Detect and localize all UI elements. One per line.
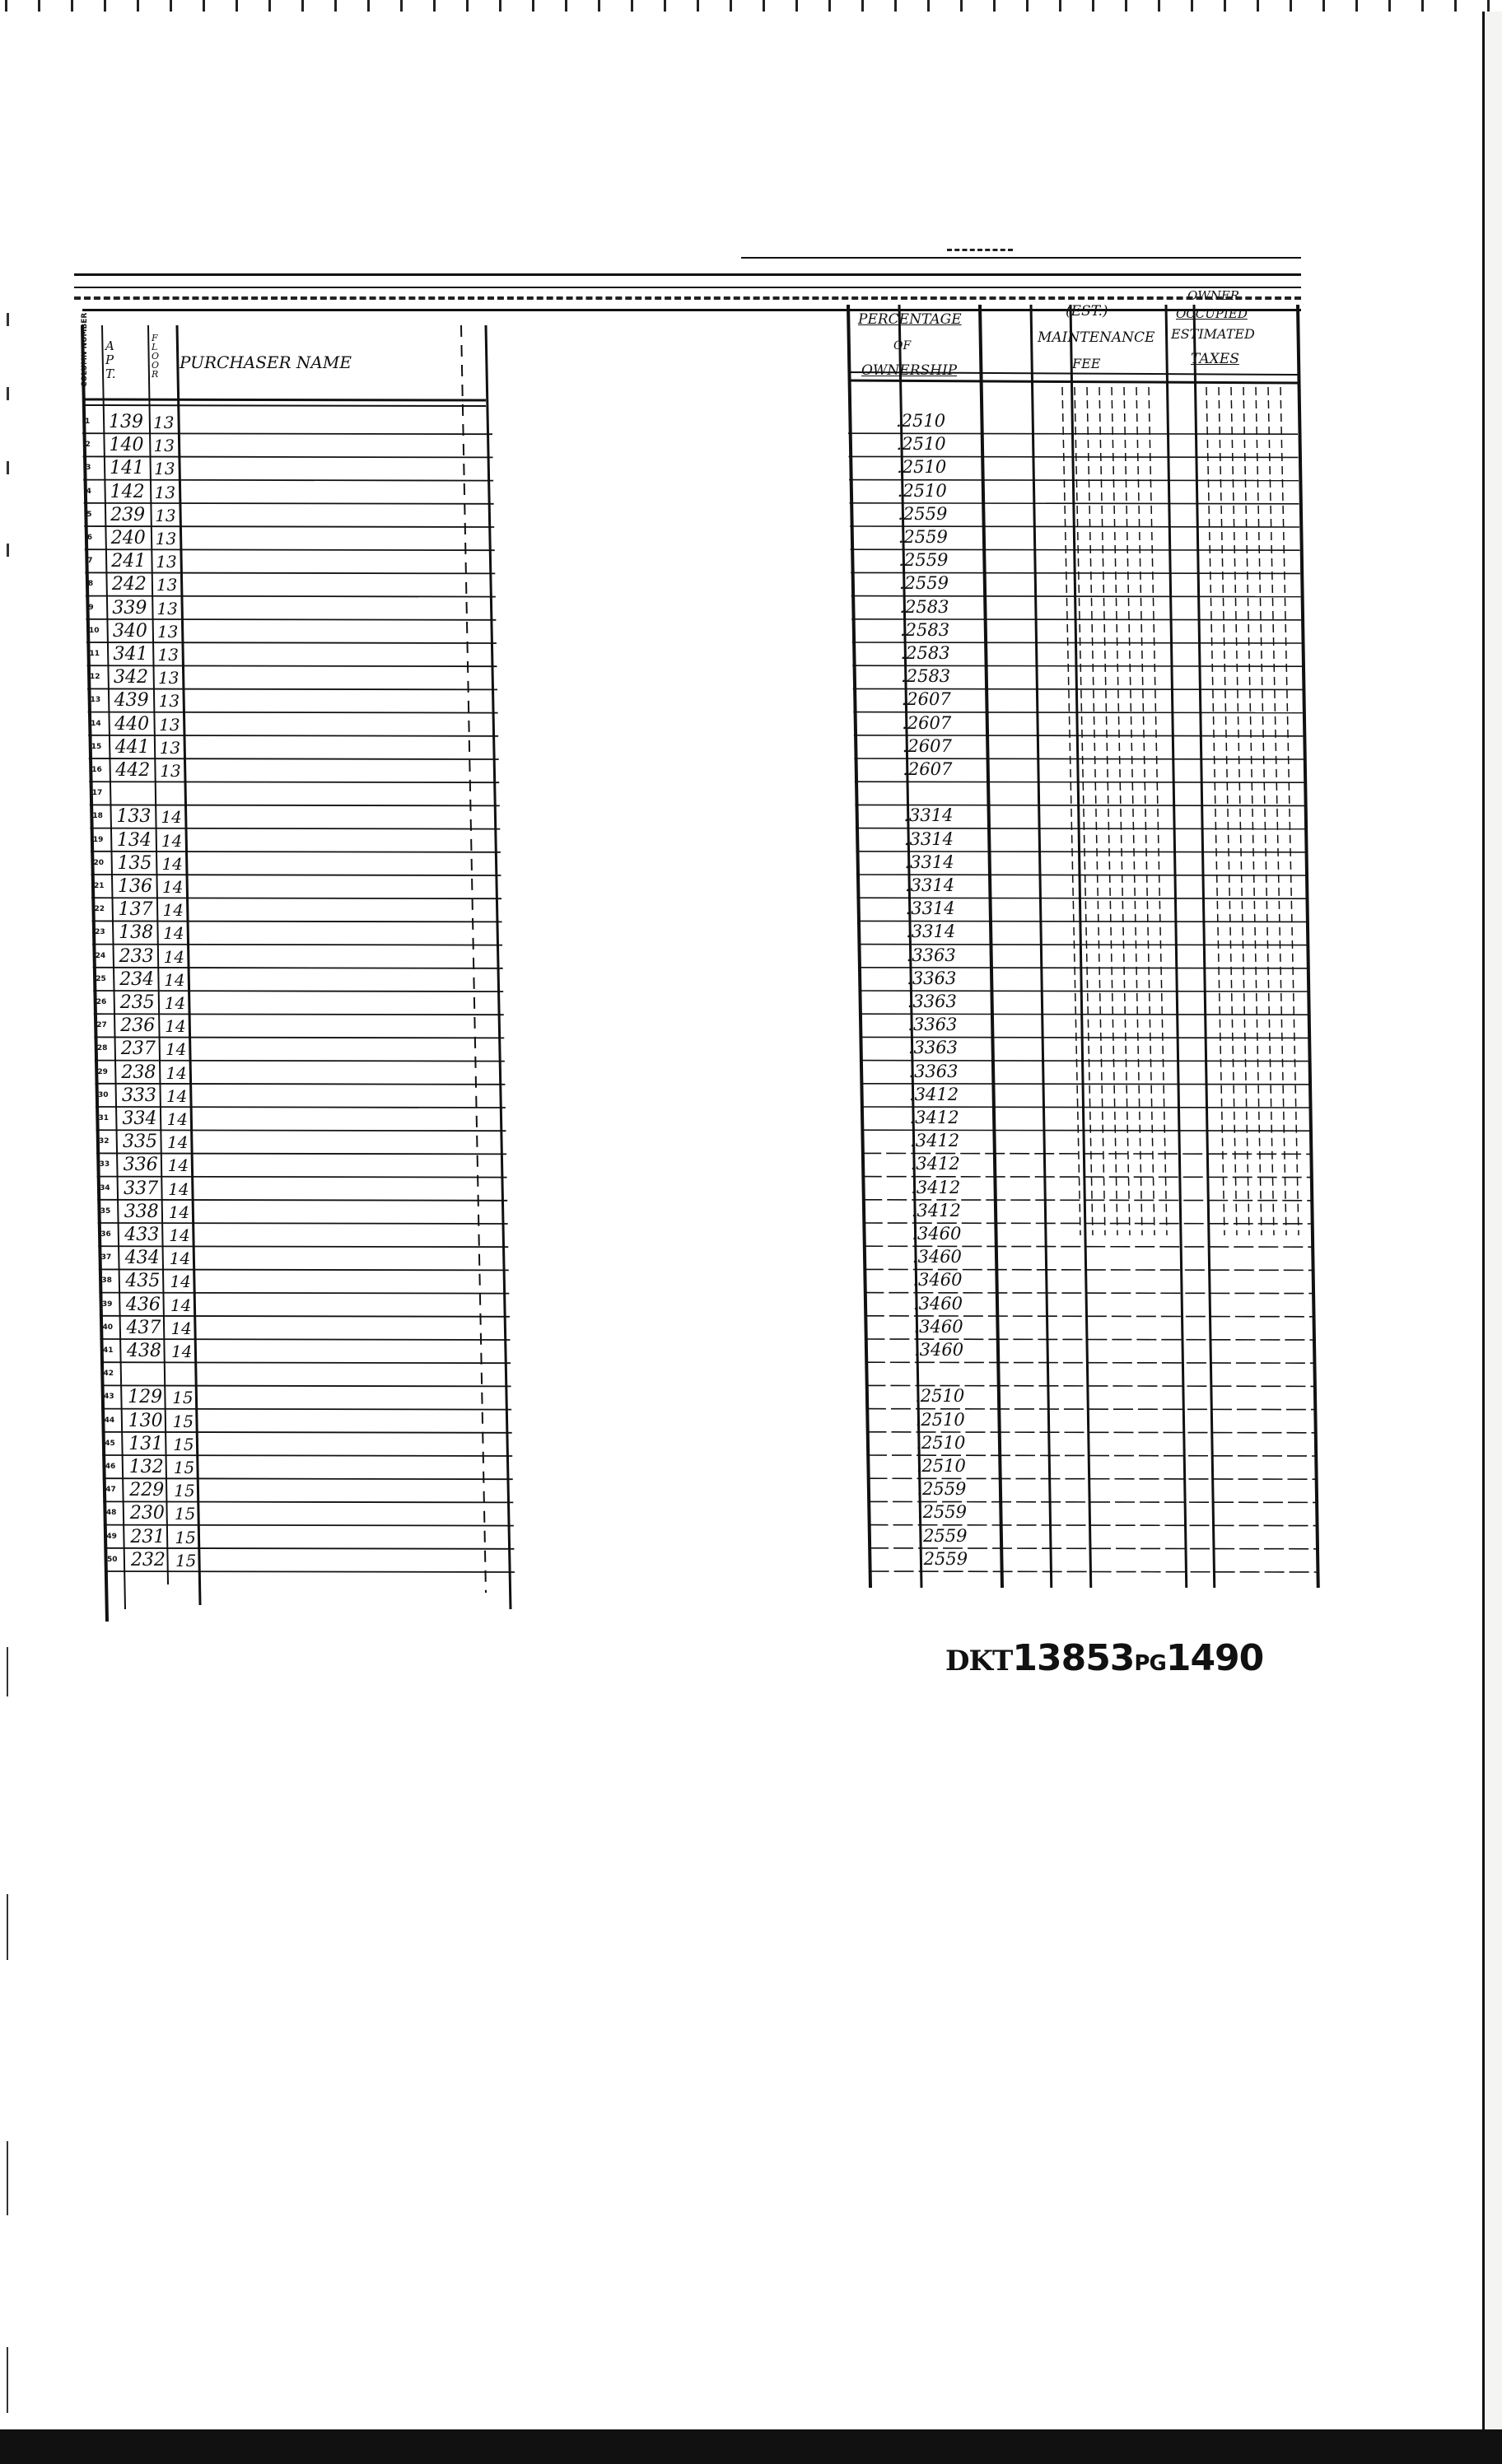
taxes-header: TAXES — [1191, 351, 1239, 367]
floor-number: 15 — [172, 1388, 194, 1408]
grid-line — [1124, 387, 1142, 1235]
floor-number: 13 — [156, 598, 178, 618]
row-number: 19 — [92, 835, 104, 844]
floor-number: 15 — [172, 1411, 194, 1431]
row-number: 50 — [106, 1555, 118, 1564]
floor-number: 13 — [158, 668, 180, 688]
unit-number: 239 — [110, 504, 146, 525]
row-number: 44 — [104, 1416, 115, 1425]
grid-line — [848, 305, 870, 1588]
ownership-percentage: .3314 — [905, 898, 955, 919]
grid-line — [102, 1455, 512, 1456]
unit-number: 333 — [121, 1085, 156, 1106]
unit-number: 234 — [119, 968, 155, 990]
grid-line — [94, 1037, 504, 1038]
ownership-percentage: .2559 — [917, 1502, 967, 1523]
grid-line — [88, 712, 498, 713]
unit-number: 240 — [110, 528, 146, 548]
floor-number: 14 — [163, 923, 184, 944]
ownership-percentage: .3412 — [908, 1084, 959, 1104]
grid-line — [1087, 387, 1105, 1235]
stamp-book: 13853 — [1012, 1637, 1135, 1679]
grid-line — [84, 503, 494, 504]
floor-number: 14 — [167, 1132, 189, 1153]
grid-line — [101, 1409, 511, 1410]
row-number: 20 — [93, 858, 104, 867]
floor-number: 14 — [170, 1272, 191, 1292]
unit-number: 338 — [124, 1201, 159, 1222]
floor-number: 14 — [164, 969, 185, 990]
ownership-percentage: .3314 — [906, 922, 956, 942]
row-number: 29 — [97, 1067, 108, 1076]
row-number: 42 — [103, 1370, 114, 1379]
unit-number: 434 — [124, 1248, 160, 1269]
floor-number: 13 — [155, 529, 177, 548]
floor-number: 14 — [170, 1318, 192, 1338]
unit-number: 440 — [114, 713, 150, 735]
row-number: 10 — [88, 626, 100, 635]
unit-number: 441 — [114, 736, 150, 758]
ownership-percentage: .2510 — [896, 411, 946, 431]
floor-number: 14 — [165, 1016, 186, 1037]
grid-line — [98, 1246, 508, 1247]
row-number: 9 — [88, 603, 94, 612]
row-number: 22 — [94, 905, 105, 914]
grid-line — [1099, 387, 1117, 1235]
floor-number: 14 — [170, 1295, 192, 1315]
stamp-page-prefix: PG — [1134, 1651, 1166, 1676]
grid-line — [1031, 305, 1052, 1588]
floor-number: 14 — [161, 830, 183, 851]
unit-number: 437 — [126, 1317, 161, 1338]
unit-number: 134 — [116, 829, 152, 851]
grid-line — [1194, 305, 1215, 1588]
unit-number: 138 — [119, 922, 154, 944]
grid-line — [96, 1130, 506, 1131]
grid-line — [1298, 305, 1318, 1588]
unit-number: 435 — [125, 1271, 161, 1292]
grid-line — [96, 1153, 506, 1154]
ownership-percentage: .3363 — [908, 1061, 959, 1081]
ownership-percentage: .2583 — [900, 643, 950, 663]
grid-line — [84, 526, 494, 527]
row-number: 5 — [86, 510, 92, 519]
grid-line — [90, 828, 500, 829]
grid-line — [94, 1014, 504, 1015]
unit-number: 141 — [110, 458, 145, 479]
row-number: 45 — [105, 1439, 115, 1448]
stamp-page: 1490 — [1165, 1637, 1264, 1679]
row-number: 38 — [101, 1276, 112, 1286]
est-header: (EST.) — [1066, 303, 1108, 320]
grid-line — [97, 1177, 507, 1178]
grid-line — [96, 1107, 506, 1108]
ownership-percentage: .3412 — [910, 1154, 960, 1174]
occupied-header: OCCUPIED — [1176, 306, 1248, 321]
grid-line — [95, 1084, 505, 1085]
grid-line — [83, 456, 493, 457]
row-number: 34 — [100, 1183, 110, 1192]
grid-line — [88, 735, 498, 736]
estimated-header: ESTIMATED — [1171, 326, 1255, 342]
ownership-percentage: .3363 — [907, 1038, 958, 1058]
grid-line — [1166, 305, 1187, 1588]
grid-line — [101, 1385, 511, 1386]
row-number: 4 — [86, 487, 91, 496]
unit-number: 137 — [118, 899, 153, 921]
unit-number: 129 — [128, 1387, 163, 1408]
ownership-percentage: .2583 — [901, 666, 951, 687]
row-number: 28 — [96, 1044, 108, 1053]
row-number: 40 — [102, 1323, 113, 1332]
ownership-percentage: .3363 — [907, 1015, 958, 1035]
percentage-header-of: OF — [893, 339, 912, 352]
floor-number: 14 — [169, 1225, 190, 1245]
unit-number: 335 — [123, 1132, 158, 1153]
row-number: 26 — [96, 998, 107, 1006]
floor-number: 13 — [157, 645, 179, 665]
row-number: 35 — [100, 1206, 111, 1216]
unit-number: 236 — [120, 1015, 156, 1037]
recording-stamp — [945, 1637, 1263, 1679]
row-number: 33 — [99, 1160, 110, 1169]
grid-line — [1149, 387, 1167, 1235]
unit-number: 130 — [128, 1410, 163, 1431]
row-number: 1 — [85, 418, 91, 426]
floor-number: 13 — [155, 505, 176, 525]
row-number: 43 — [104, 1393, 114, 1402]
unit-number: 337 — [124, 1178, 159, 1199]
ownership-percentage: .3314 — [903, 828, 954, 849]
grid-line — [82, 325, 107, 1622]
ownership-percentage: .2510 — [915, 1409, 965, 1430]
grid-line — [82, 399, 486, 400]
row-number: 14 — [91, 719, 101, 728]
floor-number: 14 — [164, 993, 186, 1013]
floor-number: 14 — [168, 1202, 190, 1222]
grid-line — [461, 325, 486, 1593]
grid-line — [87, 688, 497, 689]
ownership-percentage: .3412 — [910, 1131, 960, 1151]
row-number: 23 — [95, 928, 105, 937]
floor-number: 14 — [168, 1178, 189, 1199]
floor-number: 14 — [161, 853, 183, 874]
row-number: 15 — [91, 742, 102, 751]
grid-line — [92, 921, 502, 922]
maintenance-header: MAINTENANCE — [1038, 329, 1155, 346]
fee-header: FEE — [1072, 356, 1101, 371]
unit-number: 139 — [109, 412, 143, 432]
floor-number: 13 — [154, 482, 176, 502]
floor-number: 14 — [166, 1085, 188, 1106]
grid-line — [95, 1061, 505, 1062]
floor-header: F L O O R — [152, 333, 160, 380]
grid-line — [1071, 305, 1091, 1588]
unit-number: 230 — [129, 1503, 165, 1524]
row-number: 47 — [105, 1486, 116, 1495]
ownership-percentage: .2559 — [898, 527, 948, 547]
unit-number: 237 — [120, 1038, 156, 1060]
unit-number: 133 — [116, 806, 152, 828]
row-number: 8 — [87, 580, 94, 589]
row-number: 36 — [100, 1230, 111, 1239]
floor-number: 13 — [158, 691, 180, 712]
grid-line — [104, 1548, 514, 1549]
stamp-prefix: DKT — [945, 1645, 1013, 1678]
unit-number: 242 — [111, 574, 147, 595]
unit-number: 142 — [110, 481, 145, 502]
floor-number: 15 — [174, 1481, 195, 1501]
ownership-percentage: .2559 — [898, 573, 949, 594]
grid-line — [89, 758, 499, 759]
ownership-percentage: .2559 — [917, 1479, 967, 1500]
unit-number: 135 — [117, 852, 152, 874]
unit-number: 439 — [114, 690, 149, 712]
unit-number: 233 — [119, 945, 154, 967]
ownership-percentage: .3412 — [911, 1177, 961, 1197]
ownership-percentage: .2510 — [897, 480, 947, 501]
grid-line — [848, 380, 1298, 383]
row-number: 46 — [105, 1463, 116, 1471]
ownership-percentage: .2559 — [917, 1525, 968, 1546]
ownership-percentage: .2510 — [896, 434, 946, 455]
floor-number: 14 — [162, 877, 184, 897]
unit-number: 235 — [119, 992, 155, 1013]
ownership-percentage: .3363 — [907, 992, 957, 1011]
ownership-percentage: .3314 — [904, 852, 954, 872]
purchaser-name-header: PURCHASER NAME — [180, 352, 352, 372]
floor-number: 13 — [153, 436, 175, 456]
floor-number: 13 — [156, 552, 177, 572]
floor-number: 14 — [166, 1109, 188, 1129]
grid-line — [1136, 387, 1154, 1235]
unit-number: 341 — [113, 644, 148, 665]
column-number-header: COLUMN NUMBER — [81, 312, 89, 387]
grid-line — [104, 1525, 514, 1526]
unit-number: 131 — [128, 1433, 164, 1454]
floor-number: 15 — [175, 1527, 196, 1547]
ownership-percentage: .3460 — [914, 1340, 964, 1360]
grid-line — [103, 1501, 513, 1502]
grid-line — [105, 1571, 515, 1572]
unit-number: 340 — [112, 620, 147, 642]
row-number: 39 — [101, 1300, 113, 1309]
grid-line — [86, 596, 496, 597]
floor-number: 13 — [156, 575, 178, 595]
ownership-percentage: .2607 — [903, 759, 953, 779]
ownership-percentage: .2559 — [898, 503, 948, 524]
floor-number: 13 — [154, 459, 175, 479]
ownership-percentage: .2510 — [915, 1386, 965, 1407]
floor-number: 13 — [159, 737, 181, 758]
unit-number: 229 — [129, 1480, 165, 1501]
unit-number: 342 — [114, 667, 149, 688]
unit-number: 231 — [130, 1526, 166, 1547]
row-number: 37 — [100, 1253, 112, 1262]
ownership-percentage: .3314 — [905, 875, 955, 895]
ownership-percentage: .3460 — [912, 1247, 962, 1267]
ownership-percentage: .2607 — [902, 712, 952, 733]
unit-number: 339 — [112, 597, 147, 618]
floor-number: 14 — [162, 900, 184, 921]
ownership-percentage: .2607 — [901, 689, 951, 710]
unit-number: 436 — [125, 1294, 161, 1315]
grid-line — [86, 619, 496, 620]
unit-number: 241 — [111, 551, 147, 572]
floor-number: 13 — [159, 714, 180, 735]
unit-number: 438 — [127, 1341, 161, 1361]
grid-line — [82, 433, 492, 434]
floor-number: 15 — [174, 1504, 196, 1524]
row-number: 18 — [92, 812, 103, 821]
ownership-percentage: .2583 — [899, 619, 950, 640]
grid-line — [100, 1339, 510, 1340]
grid-line — [865, 1362, 1314, 1363]
floor-number: 14 — [169, 1248, 191, 1269]
unit-number: 232 — [130, 1549, 166, 1570]
apt-header: A P T. — [105, 338, 116, 381]
row-number: 31 — [98, 1114, 110, 1122]
floor-number: 15 — [175, 1550, 197, 1570]
row-number: 6 — [86, 534, 93, 542]
grid-line — [103, 1478, 513, 1479]
grid-line — [100, 1316, 510, 1317]
floor-number: 14 — [161, 807, 182, 828]
ownership-percentage: .3460 — [912, 1224, 962, 1244]
ownership-percentage: .2607 — [902, 735, 952, 756]
floor-number: 14 — [166, 1062, 187, 1083]
floor-number: 13 — [156, 621, 179, 642]
row-number: 41 — [103, 1346, 114, 1355]
ownership-percentage: .3412 — [911, 1200, 961, 1220]
grid-line — [870, 1571, 1318, 1572]
row-number: 30 — [97, 1090, 109, 1099]
grid-line — [1112, 387, 1130, 1235]
ownership-percentage: .3412 — [909, 1108, 959, 1127]
unit-number: 433 — [124, 1225, 160, 1245]
grid-line — [980, 305, 1002, 1588]
unit-number: 334 — [122, 1108, 157, 1129]
row-number: 13 — [90, 696, 101, 705]
ownership-percentage: .3363 — [906, 945, 956, 965]
row-number: 48 — [105, 1509, 117, 1518]
floor-number: 14 — [167, 1155, 189, 1176]
grid-line — [486, 325, 511, 1609]
floor-number: 13 — [160, 761, 181, 781]
grid-line — [86, 642, 497, 643]
ownership-percentage: .2559 — [917, 1548, 968, 1569]
row-number: 16 — [91, 766, 102, 774]
grid-line — [100, 1362, 511, 1363]
grid-line — [93, 991, 503, 992]
percentage-header: PERCENTAGE — [858, 311, 962, 328]
row-number: 3 — [86, 464, 91, 473]
grid-line — [99, 1269, 509, 1270]
row-number: 11 — [89, 650, 100, 658]
ownership-percentage: .2559 — [898, 550, 949, 571]
grid-line — [98, 1223, 508, 1224]
floor-number: 14 — [163, 946, 185, 967]
row-number: 21 — [94, 882, 105, 890]
row-number: 32 — [99, 1137, 110, 1146]
grid-line — [85, 549, 495, 550]
unit-number: 140 — [109, 435, 144, 456]
grid-line — [83, 480, 493, 481]
ownership-percentage: .2510 — [916, 1456, 966, 1476]
row-number: 12 — [90, 673, 100, 682]
row-number: 25 — [96, 974, 106, 983]
row-number: 24 — [95, 951, 106, 960]
row-number: 7 — [87, 557, 93, 566]
unit-number: 136 — [118, 876, 152, 897]
ownership-percentage: .2510 — [916, 1432, 966, 1453]
grid-line — [99, 1293, 509, 1294]
unit-number: 442 — [115, 760, 151, 781]
floor-number: 14 — [171, 1342, 193, 1361]
grid-line — [85, 572, 495, 573]
floor-number: 14 — [165, 1039, 187, 1060]
floor-number: 13 — [153, 413, 175, 432]
ownership-percentage: .2510 — [897, 457, 947, 478]
floor-number: 15 — [173, 1458, 195, 1477]
unit-number: 336 — [123, 1155, 158, 1176]
ownership-percentage: .3460 — [912, 1293, 963, 1314]
owner-header: OWNER — [1187, 288, 1240, 303]
grid-line — [97, 1200, 507, 1201]
row-number: 27 — [96, 1021, 107, 1030]
ownership-percentage: .3460 — [913, 1316, 963, 1337]
row-number: 17 — [91, 789, 103, 798]
row-number: 2 — [85, 441, 91, 450]
grid-line — [82, 405, 486, 406]
row-number: 49 — [106, 1532, 117, 1541]
unit-number: 238 — [121, 1062, 156, 1083]
unit-number: 132 — [128, 1457, 164, 1477]
grid-line — [87, 665, 497, 666]
ownership-percentage: .3314 — [903, 805, 954, 826]
ownership-percentage: .3363 — [907, 968, 957, 988]
grid-line — [102, 1432, 512, 1433]
ownership-percentage: .3460 — [912, 1270, 963, 1290]
floor-number: 15 — [173, 1434, 194, 1454]
ownership-percentage: .2583 — [899, 596, 949, 617]
ownership-header: OWNERSHIP — [861, 362, 958, 379]
